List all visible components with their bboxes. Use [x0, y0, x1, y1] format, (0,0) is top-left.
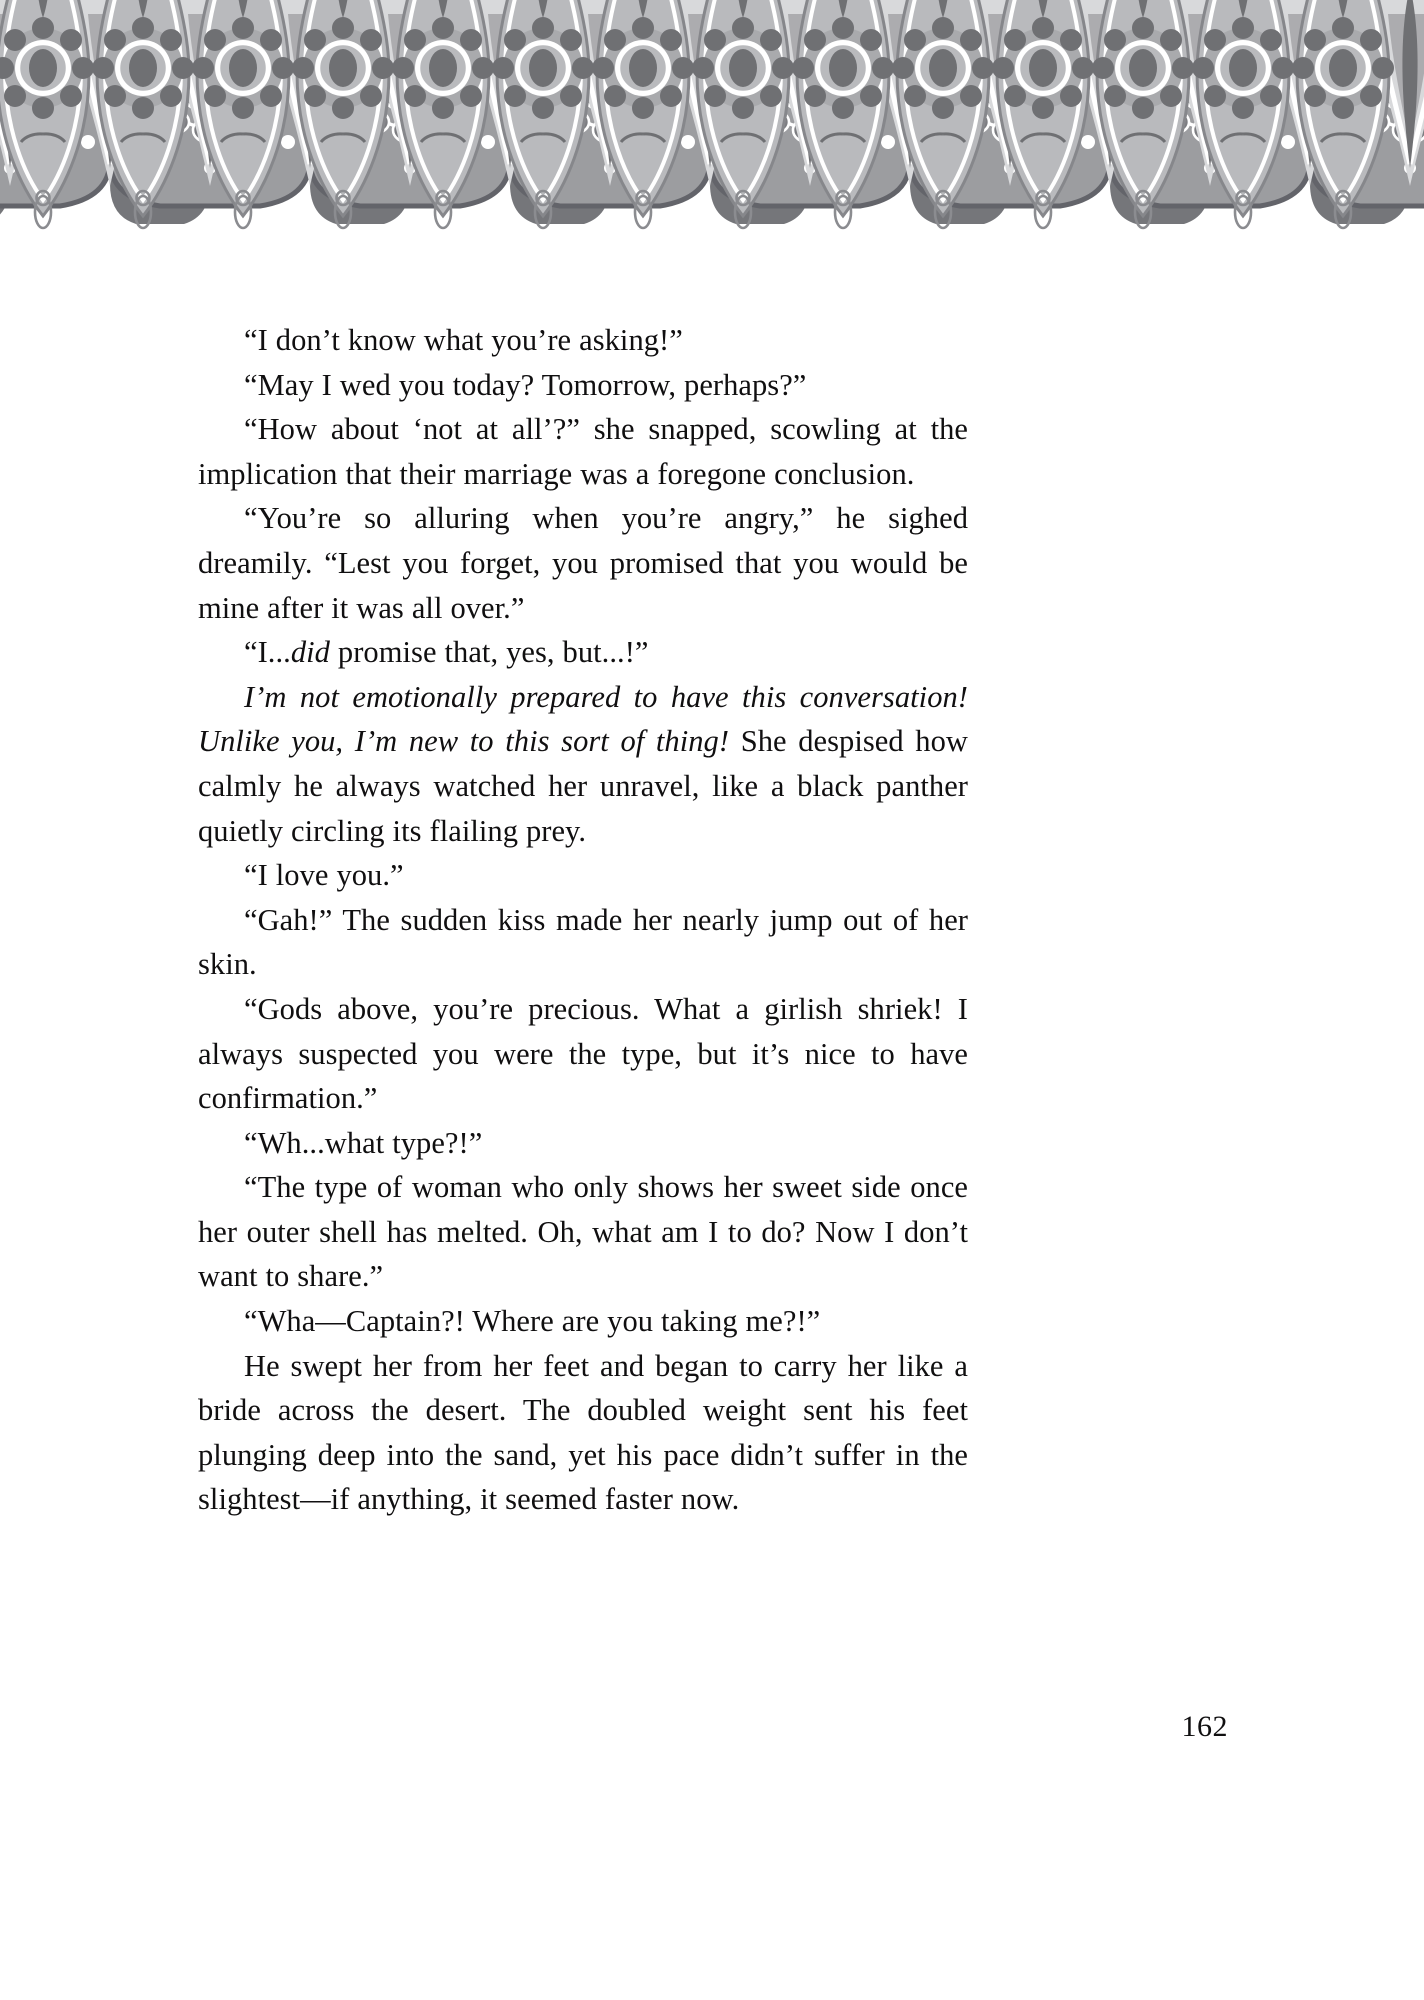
paragraph-dialogue: “The type of woman who only shows her sweet side once her outer shell has melted. Oh, what am I to do? Now I don’t want to share.” — [198, 1170, 968, 1294]
paragraph-dialogue: “You’re so alluring when you’re angry,” he sighed dreamily. “Lest you forget, you promised that you would be mine after it was all over.” — [198, 501, 968, 625]
paragraph-dialogue: “Gah!” The sudden kiss made her nearly jump out of her skin. — [198, 902, 968, 982]
inner-monologue-narration: She despised how calmly he always watched her unravel, like a black panther quietly circling its flailing prey. — [198, 724, 968, 848]
body-text-column — [198, 318, 968, 1522]
dialogue-text-after: promise that, yes, but...!” — [329, 635, 649, 670]
paragraph-dialogue: “Wh...what type?!” — [244, 1125, 483, 1160]
page-number: 162 — [1181, 1710, 1228, 1743]
paragraph-dialogue: “How about ‘not at all’?” she snapped, scowling at the implication that their marriage was a foregone conclusion. — [198, 412, 968, 491]
paragraph-narration: He swept her from her feet and began to carry her like a bride across the desert. The doubled weight sent his feet plunging deep into the sand, yet his pace didn’t suffer in the slightest—if anything, it seemed faster now. — [198, 1348, 968, 1517]
decorative-header-border — [0, 0, 1424, 236]
paragraph-dialogue: “Gods above, you’re precious. What a girlish shriek! I always suspected you were the type, but it’s nice to have confirmation.” — [198, 991, 968, 1116]
paragraph-dialogue: “I don’t know what you’re asking!” — [244, 323, 683, 357]
paragraph-dialogue: “May I wed you today? Tomorrow, perhaps?” — [244, 367, 807, 402]
paragraph-dialogue-emphasis — [198, 630, 968, 675]
paragraph-dialogue: “I love you.” — [244, 858, 404, 893]
dialogue-text-before: “I... — [244, 635, 291, 670]
paragraph-inner-monologue — [198, 675, 968, 853]
inner-monologue-italic: I’m not emotionally prepared to have this conversation! Unlike you, I’m new to this sort of thing! — [198, 679, 968, 759]
emphasis-did: did — [290, 635, 330, 670]
paragraph-dialogue: “Wha—Captain?! Where are you taking me?!” — [244, 1304, 821, 1339]
